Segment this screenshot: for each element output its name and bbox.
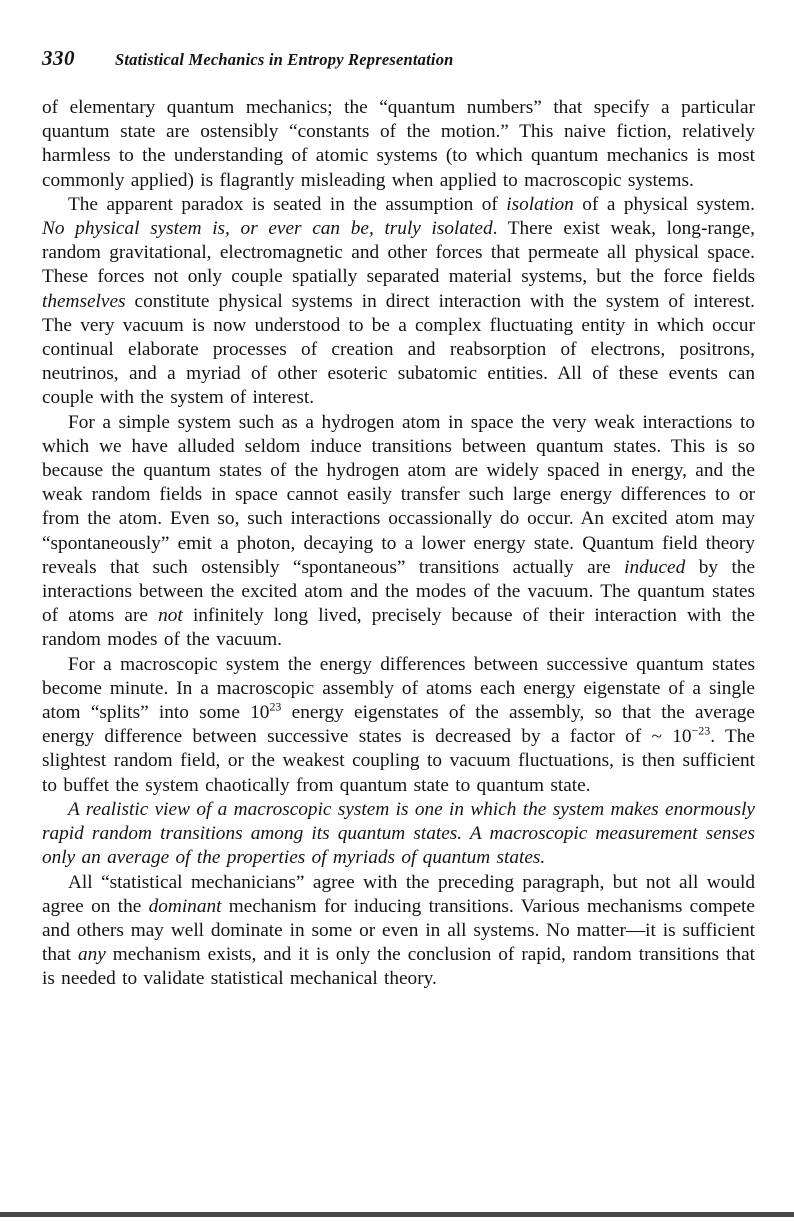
paragraph — [42, 798, 755, 871]
running-head — [42, 46, 755, 71]
text-run: For a simple system such as a hydrogen atom in space the very weak interactions to which we have alluded seldom induce transitions between quantum states. This is so because the quantum states of the hydrogen atom are widely spaced in energy, and the weak random fields in space cannot easily transfer such large energy differences to or from the atom. Even so, such interactions occassionally do occur. An excited atom may “spontaneously” emit a photon, decaying to a lower energy state. Quantum field theory reveals that such ostensibly “spontaneous” transitions actually are — [42, 411, 755, 578]
text-run: of a physical system. — [573, 193, 755, 215]
text-run: infinitely long lived, precisely because of their interaction with the random modes of the vacuum. — [42, 605, 755, 651]
page-body — [42, 96, 755, 992]
italic-run: isolation — [506, 193, 574, 215]
paragraph — [42, 871, 755, 992]
text-run: energy eigenstates of the assembly, so that the average energy difference between successive states is decreased by a factor of ~ 10 — [42, 702, 755, 748]
italic-run: dominant — [148, 895, 222, 917]
italic-run: themselves — [42, 290, 126, 312]
italic-run: A realistic view of a macroscopic system is one in which the system makes enormously rapid random transitions among its quantum states. A macroscopic measurement senses only an average of the properties of myriads of quantum states. — [42, 798, 755, 869]
text-run: For a macroscopic system the energy differences between successive quantum states become minute. In a macroscopic assembly of atoms each energy eigenstate of a single atom “splits” into some 10 — [42, 653, 755, 724]
text-run: . There exist weak, long-range, random gravitational, electromagnetic and other forces that permeate all physical space. These forces not only couple spatially separated material systems, but the force fields — [42, 218, 756, 288]
paragraph — [42, 411, 755, 653]
italic-run: any — [77, 944, 106, 966]
text-run: All “statistical mechanicians” agree with the preceding paragraph, but not all would agree on the — [42, 871, 755, 917]
superscript-run: 23 — [269, 699, 282, 714]
text-run: of elementary quantum mechanics; the “quantum numbers” that specify a particular quantum state are ostensibly “constants of the motion.” This naive fiction, relatively harmless to the understanding of atomic systems (to which quantum mechanics is most commonly applied) is flagrantly misleading when applied to macroscopic systems. — [42, 97, 755, 191]
running-title: Statistical Mechanics in Entropy Representation — [115, 50, 454, 69]
text-run: mechanism exists, and it is only the conclusion of rapid, random transitions that is needed to validate statistical mechanical theory. — [42, 944, 755, 990]
text-run: constitute physical systems in direct interaction with the system of interest. The very vacuum is now understood to be a complex fluctuating entity in which occur continual elaborate processes of creation and reabsorption of electrons, positrons, neutrinos, and a myriad of other esoteric subatomic entities. All of these events can couple with the system of interest. — [42, 290, 755, 409]
text-run: mechanism for inducing transitions. Various mechanisms compete and others may well dominate in some or even in all systems. No matter—it is sufficient that — [42, 895, 755, 966]
paragraph — [42, 653, 755, 798]
italic-run: not — [158, 605, 183, 627]
paragraph — [42, 96, 755, 193]
superscript-run: −23 — [691, 723, 711, 738]
paragraph — [42, 193, 755, 411]
scan-bottom-rule — [0, 1212, 794, 1217]
text-run: by the interactions between the excited atom and the modes of the vacuum. The quantum states of atoms are — [42, 556, 755, 627]
text-run: The apparent paradox is seated in the assumption of — [68, 193, 507, 215]
text-run: . The slightest random field, or the weakest coupling to vacuum fluctuations, is then sufficient to buffet the system chaotically from quantum state to quantum state. — [42, 726, 755, 796]
page-number: 330 — [42, 46, 75, 70]
italic-run: induced — [624, 556, 686, 578]
italic-run: No physical system is, or ever can be, truly isolated — [42, 218, 493, 240]
